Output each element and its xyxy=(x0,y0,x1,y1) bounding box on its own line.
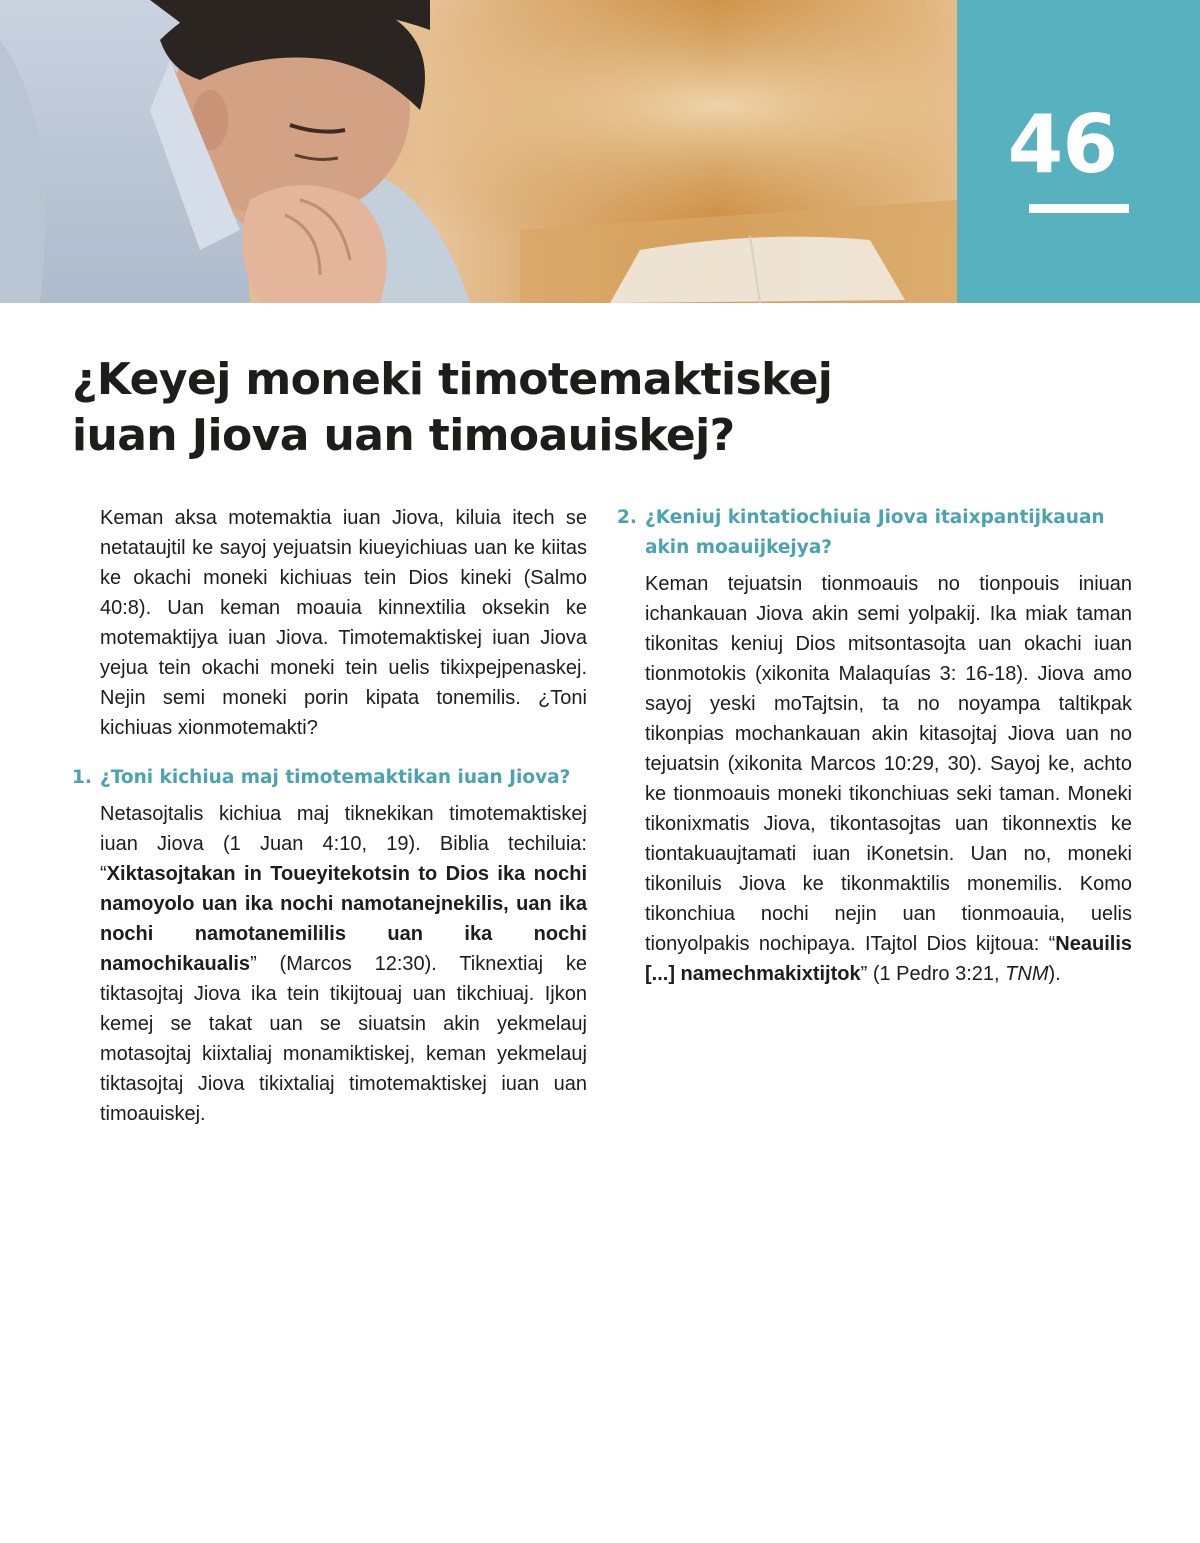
section-2-text-a: Keman tejuatsin tionmoauis no tionpouis iniuan ichankauan Jiova akin semi yolpakij. Ika miak taman tikonitas keniuj Dios mitsontasojta uan okachi iuan tionmotokis (xikonita Malaquías 3: 16-18). Jiova amo sayoj yeski moTajtsin, ta no noyampa taltikpak tikonpias mochankauan akin kitasojtaj Jiova uan no tejuatsin (xikonita Marcos 10:29, 30). Sayoj ke, achto ke tionmoauis moneki tikonchiuas seki taman. Moneki tikonixmatis Jiova, tikontasojtas uan tikonnextis ke tiontakuaujtamati iuan iKonetsin. Uan no, moneki tikoniluis Jiova ke tikonmaktilis monemilis. Komo tikonchiua nochi nejin uan tionmoauia, uelis tionyolpakis nochipaya. ITajtol Dios kijtoua: “ xyxy=(645,573,1132,955)
section-2-italic-ref: TNM xyxy=(1005,963,1049,985)
section-2-question: ¿Keniuj kintatiochiuia Jiova itaixpantijkauan akin moauijkejya? xyxy=(645,507,1105,558)
section-1-text-a: Netasojtalis kichiua maj tiknekikan timotemaktiskej iuan Jiova (1 Juan 4:10, 19). Biblia techiluia: “ xyxy=(100,803,587,885)
hero-photo xyxy=(0,0,957,303)
section-1-bold-quote: Xiktasojtakan in Toueyitekotsin to Dios ika nochi namoyolo uan ika nochi namotanejnekilis, uan ika nochi namotanemililis uan ika nochi namochikaualis xyxy=(100,863,587,975)
section-2-text-b: ” (1 Pedro 3:21, xyxy=(860,963,1006,985)
badge-underline xyxy=(1029,204,1129,213)
page-title xyxy=(72,352,952,464)
lesson-number: 46 xyxy=(1007,98,1117,191)
lesson-badge xyxy=(957,0,1200,303)
section-1-paragraph xyxy=(100,799,587,1129)
right-column xyxy=(617,503,1132,989)
section-2-bold-quote: Neauilis [...] namechmakixtijtok xyxy=(645,933,1132,985)
section-2-text-c: ). xyxy=(1048,963,1061,985)
title-line-1: ¿Keyej moneki timotemaktiskej xyxy=(72,354,833,405)
section-2-paragraph xyxy=(645,569,1132,989)
section-1-question: ¿Toni kichiua maj timotemaktikan iuan Jiova? xyxy=(100,767,571,788)
section-2-number: 2. xyxy=(617,507,637,528)
section-1-number: 1. xyxy=(72,767,92,788)
section-1-text-b: ” (Marcos 12:30). Tiknextiaj ke tiktasojtaj Jiova ika tein tikijtouaj uan tikchiuaj. Ijkon kemej se takat uan se siuatsin akin yekmelauj motasojtaj kiixtaliaj monamiktiskej, keman yekmelauj tiktasojtaj Jiova tikixtaliaj timotemaktiskej iuan uan timoauiskej. xyxy=(100,953,587,1125)
intro-paragraph: Keman aksa motemaktia iuan Jiova, kiluia itech se netataujtil ke sayoj yejuatsin kiueyichiuas uan ke kiitas ke okachi moneki kichiuas tein Dios kineki (Salmo 40:8). Uan keman moauia kinnextilia oksekin ke motemaktijya iuan Jiova. Timotemaktiskej iuan Jiova yejua tein okachi moneki tein uelis tikixpejpenaskej. Nejin semi moneki porin kipata tonemilis. ¿Toni kichiuas xionmotemakti? xyxy=(100,507,587,739)
left-column xyxy=(72,503,587,1129)
section-2-heading xyxy=(617,503,1132,563)
title-line-2: iuan Jiova uan timoauiskej? xyxy=(72,410,735,461)
section-1-heading xyxy=(72,763,587,793)
